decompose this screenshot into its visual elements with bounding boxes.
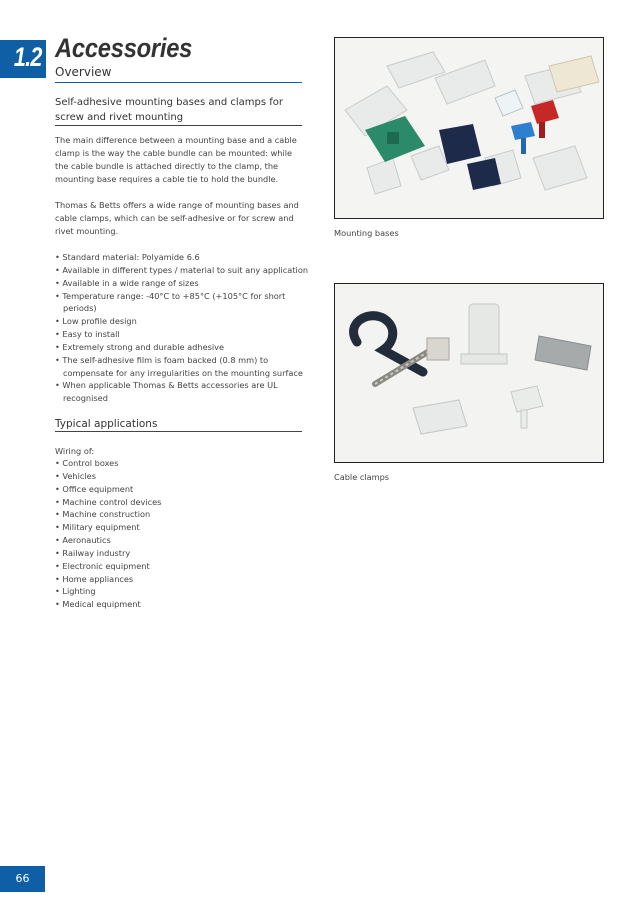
application-item: • Electronic equipment — [55, 560, 150, 571]
application-item: • Machine construction — [55, 509, 151, 520]
feature-item: • Available in different types / material to suit any application — [55, 264, 309, 275]
feature-item: • The self-adhesive film is foam backed (0.8 mm) to compensate for any irregularities on the mounting surface — [55, 354, 303, 378]
application-item: • Lighting — [55, 586, 96, 597]
application-item: • Military equipment — [55, 522, 140, 533]
application-item: • Control boxes — [55, 458, 119, 468]
feature-item: • When applicable Thomas & Betts accessories are UL recognised — [55, 380, 278, 404]
intro-heading: Self-adhesive mounting bases and clamps for screw and rivet mounting — [55, 97, 284, 123]
title-rule — [55, 82, 302, 83]
caption-cable-clamps: Cable clamps — [334, 472, 390, 482]
intro-rule — [55, 125, 302, 126]
feature-item: • Low profile design — [55, 316, 137, 327]
application-item: • Home appliances — [55, 573, 134, 584]
application-item: • Railway industry — [55, 547, 131, 558]
applications-rule — [55, 431, 302, 432]
feature-item: • Temperature range: -40°C to +85°C (+105°C for short periods) — [55, 290, 286, 314]
application-item: • Office equipment — [55, 483, 134, 494]
cable-clamps-photo — [334, 283, 604, 463]
wiring-label: Wiring of: — [55, 446, 95, 456]
feature-item: • Available in a wide range of sizes — [55, 277, 199, 288]
caption-mounting-bases: Mounting bases — [334, 228, 399, 238]
paragraph-main-difference: The main difference between a mounting base and a cable clamp is the way the cable bundle can be mounted: while the cable bundle is attached directly to the clamp, the mounting base requires a cable tie to hold the bundle. — [55, 135, 297, 184]
page-number: 66 — [0, 866, 45, 892]
section-number: 1.2 — [14, 42, 42, 72]
page-subtitle: Overview — [55, 65, 112, 79]
cable-clamps-illustration — [335, 284, 603, 462]
feature-item: • Easy to install — [55, 329, 120, 340]
section-tab — [0, 40, 46, 78]
applications-list — [55, 457, 315, 611]
application-item: • Medical equipment — [55, 599, 141, 610]
mounting-bases-illustration — [335, 38, 603, 218]
feature-list — [55, 251, 315, 405]
application-item: • Aeronautics — [55, 535, 111, 546]
intro-paragraph — [55, 134, 307, 238]
feature-item: • Standard material: Polyamide 6.6 — [55, 252, 200, 262]
application-item: • Vehicles — [55, 470, 96, 481]
mounting-bases-photo — [334, 37, 604, 219]
feature-item: • Extremely strong and durable adhesive — [55, 341, 225, 352]
page-title: Accessories — [55, 33, 193, 63]
application-item: • Machine control devices — [55, 496, 162, 507]
paragraph-range: Thomas & Betts offers a wide range of mounting bases and cable clamps, which can be self-adhesive or for screw and rivet mounting. — [55, 200, 299, 236]
applications-heading: Typical applications — [55, 418, 158, 430]
